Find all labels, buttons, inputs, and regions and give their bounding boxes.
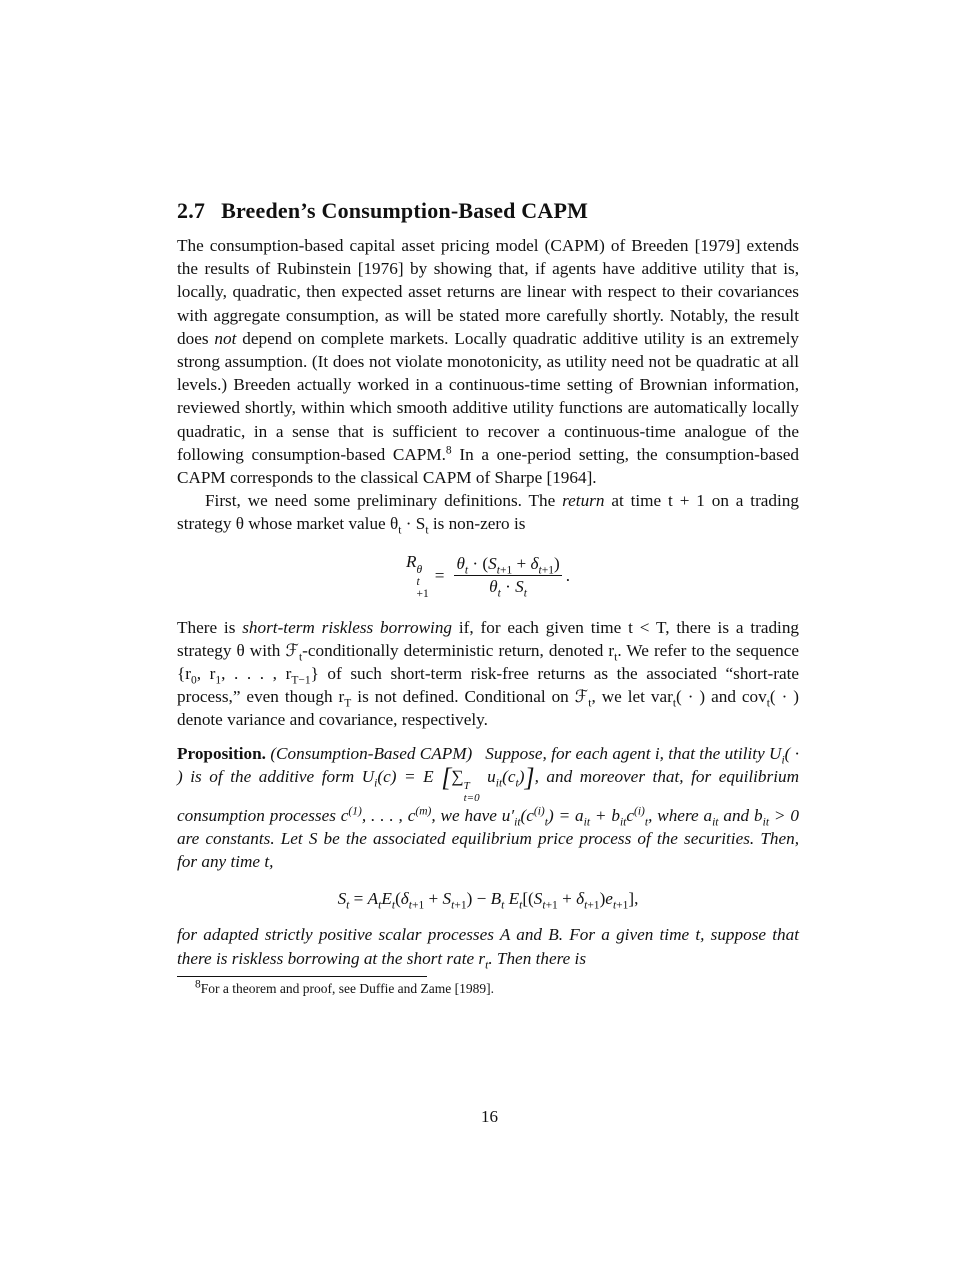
paragraph-intro: The consumption-based capital asset pricing model (CAPM) of Breeden [1979] extends the results of Rubinstein [1976] by showing that, if agents have additive utility that is, locally, quadratic, then expected asset returns are linear with respect to their covariances with aggregate consumption, as will be stated more carefully shortly. Notably, the result does not depend on complete markets. Locally quadratic additive utility is an extremely strong assumption. (It does not violate monotonicity, as utility need not be quadratic at all levels.) Breeden actually worked in a continuous-time setting of Brownian information, reviewed shortly, within which smooth additive utility functions are automatically locally quadratic, in a sense that is sufficient to recover a continuous-time analogue of the following consumption-based CAPM.$^8$ In a one-period setting, the consumption-based CAPM corresponds to the classical CAPM of Sharpe [1964]. xyxy=(177,236,799,488)
paragraph-riskless: There is short-term riskless borrowing if, for each given time t < T, there is a trading strategy θ with ℱ$_t$-conditionally deterministic return, denoted $r_t$. We refer to the sequence {$r_0$, $r_1$, . . . , $r_{T-1}$} of such short-term risk-free returns as the associated “short-rate process,” even though $r_T$ is not defined. Conditional on ℱ$_t$, we let var$_t$( · ) and cov$_t$( · ) denote variance and covariance, respectively. xyxy=(177,617,800,730)
proposition-name: (Consumption-Based CAPM) xyxy=(270,743,473,763)
section-title: Breeden’s Consumption-Based CAPM xyxy=(221,198,589,223)
equation-capm: $S_t = A_tE_t(\delta_{t+1} + S_{t+1}) - B_t$ $E_t[(S_{t+1} + \delta_{t+1})e_{t+1}]$, xyxy=(337,889,639,912)
proposition: Proposition. (Consumption-Based CAPM) Suppose, for each agent i, that the utility $U_i$( · ) is of the additive form $U_i(c) = E$ [∑ T t=0 $u_{it}(c_t)$], and moreover that, for equilibrium consumption processes $c^{(1)}$, . . . , $c^{(m)}$, we have $u'_{it}(c^{(i)}_t) = a_{it} + b_{it}c^{(i)}_t$, where $a_{it}$ and $b_{it} > 0$ are constants. Let S be the associated equilibrium price process of the securities. Then, for any time t, xyxy=(177,743,800,872)
paragraph-definitions: First, we need some preliminary definitions. The return at time t + 1 on a trading strategy θ whose market value $\theta_t \cdot S_t$ is non-zero is xyxy=(177,491,799,537)
section-heading xyxy=(177,198,799,224)
page-body xyxy=(177,198,799,997)
proposition-label: Proposition. xyxy=(177,743,266,763)
equation-return: R θ t +1 = $\frac{\theta_t \cdot (S_{t+1} + \delta_{t+1})}{\theta_t \cdot S_t}$ . xyxy=(406,551,570,600)
footnote: $^8$For a theorem and proof, see Duffie and Zame [1989]. xyxy=(195,978,495,996)
footnote-rule xyxy=(177,976,427,977)
section-number: 2.7 xyxy=(177,198,206,223)
proposition-continuation: for adapted strictly positive scalar processes A and B. For a given time t, suppose that there is riskless borrowing at the short rate $r_t$. Then there is xyxy=(177,925,799,972)
page-number: 16 xyxy=(481,1107,498,1126)
footnote-marker: 8 xyxy=(445,444,452,457)
